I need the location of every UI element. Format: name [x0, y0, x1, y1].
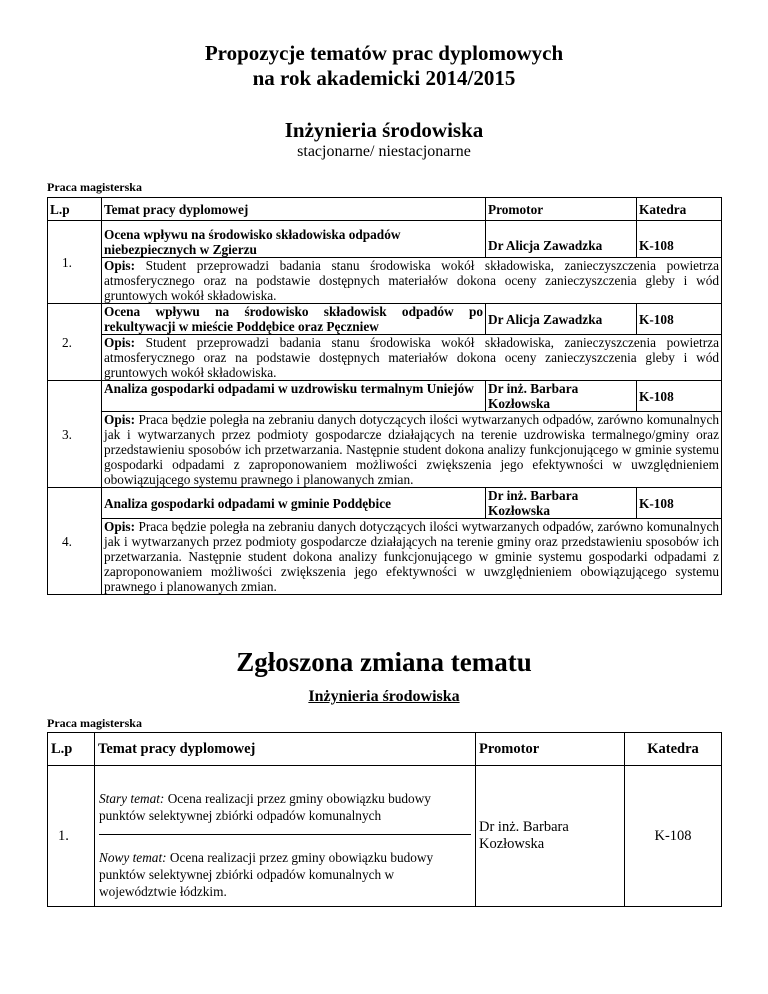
- dept-code: K-108: [625, 766, 722, 907]
- old-topic: [99, 766, 471, 835]
- topics-table: [47, 197, 722, 595]
- topic-change-cell: [95, 766, 476, 907]
- field-title: Inżynieria środowiska: [284, 118, 484, 142]
- row-num: 2.: [48, 304, 102, 381]
- degree-label: Praca magisterska: [47, 180, 142, 194]
- row-num: 3.: [48, 381, 102, 488]
- topic-title: Analiza gospodarki odpadami w uzdrowisku termalnym Uniejów: [102, 381, 486, 412]
- topic-description: [102, 258, 722, 304]
- table-header-row: [48, 733, 722, 766]
- doc-title-line1: Propozycje tematów prac dyplomowych: [204, 41, 564, 65]
- header-topic: Temat pracy dyplomowej: [95, 733, 476, 766]
- row-num: 1.: [48, 766, 95, 907]
- table-row-desc: [48, 335, 722, 381]
- dept-code: K-108: [637, 488, 722, 519]
- row-num: 1.: [48, 221, 102, 304]
- dept-code: K-108: [637, 304, 722, 335]
- table-row: [48, 304, 722, 335]
- promotor-name: Dr inż. Barbara Kozłowska: [486, 381, 637, 412]
- desc-label: Opis:: [104, 519, 136, 534]
- header-num: L.p: [48, 733, 95, 766]
- study-mode: stacjonarne/ niestacjonarne: [297, 143, 471, 160]
- new-topic-text: Ocena realizacji przez gminy obowiązku budowy punktów selektywnej zbiórki odpadów komunalnych w województwie łódzkim.: [99, 850, 434, 899]
- topic-title: Ocena wpływu na środowisko składowisk odpadów po rekultywacji w mieście Poddębice oraz Pęczniew: [102, 304, 486, 335]
- topic-title: Analiza gospodarki odpadami w gminie Poddębice: [102, 488, 486, 519]
- row-num: 4.: [48, 488, 102, 595]
- desc-label: Opis:: [104, 258, 136, 273]
- desc-text: Student przeprowadzi badania stanu środowiska wokół składowiska, zanieczyszczenia powietrza atmosferycznego oraz na podstawie dostępnych materiałów dokona oceny zanieczyszczenia gleby i wód gruntowych wokół składowiska.: [104, 258, 719, 303]
- table-row-desc: [48, 412, 722, 488]
- dept-code: K-108: [637, 221, 722, 258]
- promotor-name: Dr Alicja Zawadzka: [486, 221, 637, 258]
- table-row-desc: [48, 519, 722, 595]
- change-field: Inżynieria środowiska: [308, 688, 460, 705]
- desc-text: Student przeprowadzi badania stanu środowiska wokół składowiska, zanieczyszczenia powietrza atmosferycznego oraz na podstawie dostępnych materiałów dokona oceny zanieczyszczenia gleby i wód gruntowych wokół składowiska.: [104, 335, 719, 380]
- promotor-name: Dr inż. Barbara Kozłowska: [486, 488, 637, 519]
- header-promotor: Promotor: [476, 733, 625, 766]
- header-topic: Temat pracy dyplomowej: [102, 198, 486, 221]
- new-topic: [99, 835, 471, 906]
- topic-description: [102, 335, 722, 381]
- desc-text: Praca będzie poległa na zebraniu danych dotyczących ilości wytwarzanych odpadów, zarówno komunalnych jak i wytwarzanych przez podmioty gospodarcze działających na terenie uzdrowiska termalnego/gminy oraz przedstawieniu sposobów ich przetwarzania. Następnie student dokona analizy funkcjonującego w gminie systemu gospodarki odpadami z zaproponowaniem możliwości zwiększenia jego efektywności w uwzględnieniem obowiązującego systemu prawnego i planowanych zmian.: [104, 412, 719, 487]
- table-row: [48, 488, 722, 519]
- table-row: [48, 766, 722, 907]
- header-num: L.p: [48, 198, 102, 221]
- change-table: [47, 732, 722, 907]
- desc-label: Opis:: [104, 412, 136, 427]
- old-topic-text: Ocena realizacji przez gminy obowiązku budowy punktów selektywnej zbiórki odpadów komunalnych: [99, 791, 431, 823]
- header-dept: Katedra: [637, 198, 722, 221]
- table-row: [48, 381, 722, 412]
- doc-title-line2: na rok akademicki 2014/2015: [252, 66, 516, 90]
- desc-text: Praca będzie poległa na zebraniu danych dotyczących ilości wytwarzanych odpadów, zarówno komunalnych jak i wytwarzanych przez podmioty gospodarcze działających na terenie gminy oraz przedstawieniu sposobów ich przetwarzania. Następnie student dokona analizy funkcjonującego w gminie systemu gospodarki odpadami z zaproponowaniem możliwości zwiększenia jego efektywności w uwzględnieniem obowiązującego systemu prawnego i planowanych zmian.: [104, 519, 719, 594]
- new-topic-label: Nowy temat:: [99, 850, 167, 865]
- change-title: Zgłoszona zmiana tematu: [236, 647, 532, 677]
- old-topic-label: Stary temat:: [99, 791, 165, 806]
- topic-description: [102, 519, 722, 595]
- table-row: [48, 221, 722, 258]
- promotor-name: Dr inż. Barbara Kozłowska: [476, 766, 625, 907]
- table-row-desc: [48, 258, 722, 304]
- topic-description: [102, 412, 722, 488]
- topic-title: Ocena wpływu na środowisko składowiska odpadów niebezpiecznych w Zgierzu: [102, 221, 486, 258]
- promotor-name: Dr Alicja Zawadzka: [486, 304, 637, 335]
- change-degree-label: Praca magisterska: [47, 716, 142, 730]
- header-dept: Katedra: [625, 733, 722, 766]
- dept-code: K-108: [637, 381, 722, 412]
- table-header-row: [48, 198, 722, 221]
- header-promotor: Promotor: [486, 198, 637, 221]
- desc-label: Opis:: [104, 335, 136, 350]
